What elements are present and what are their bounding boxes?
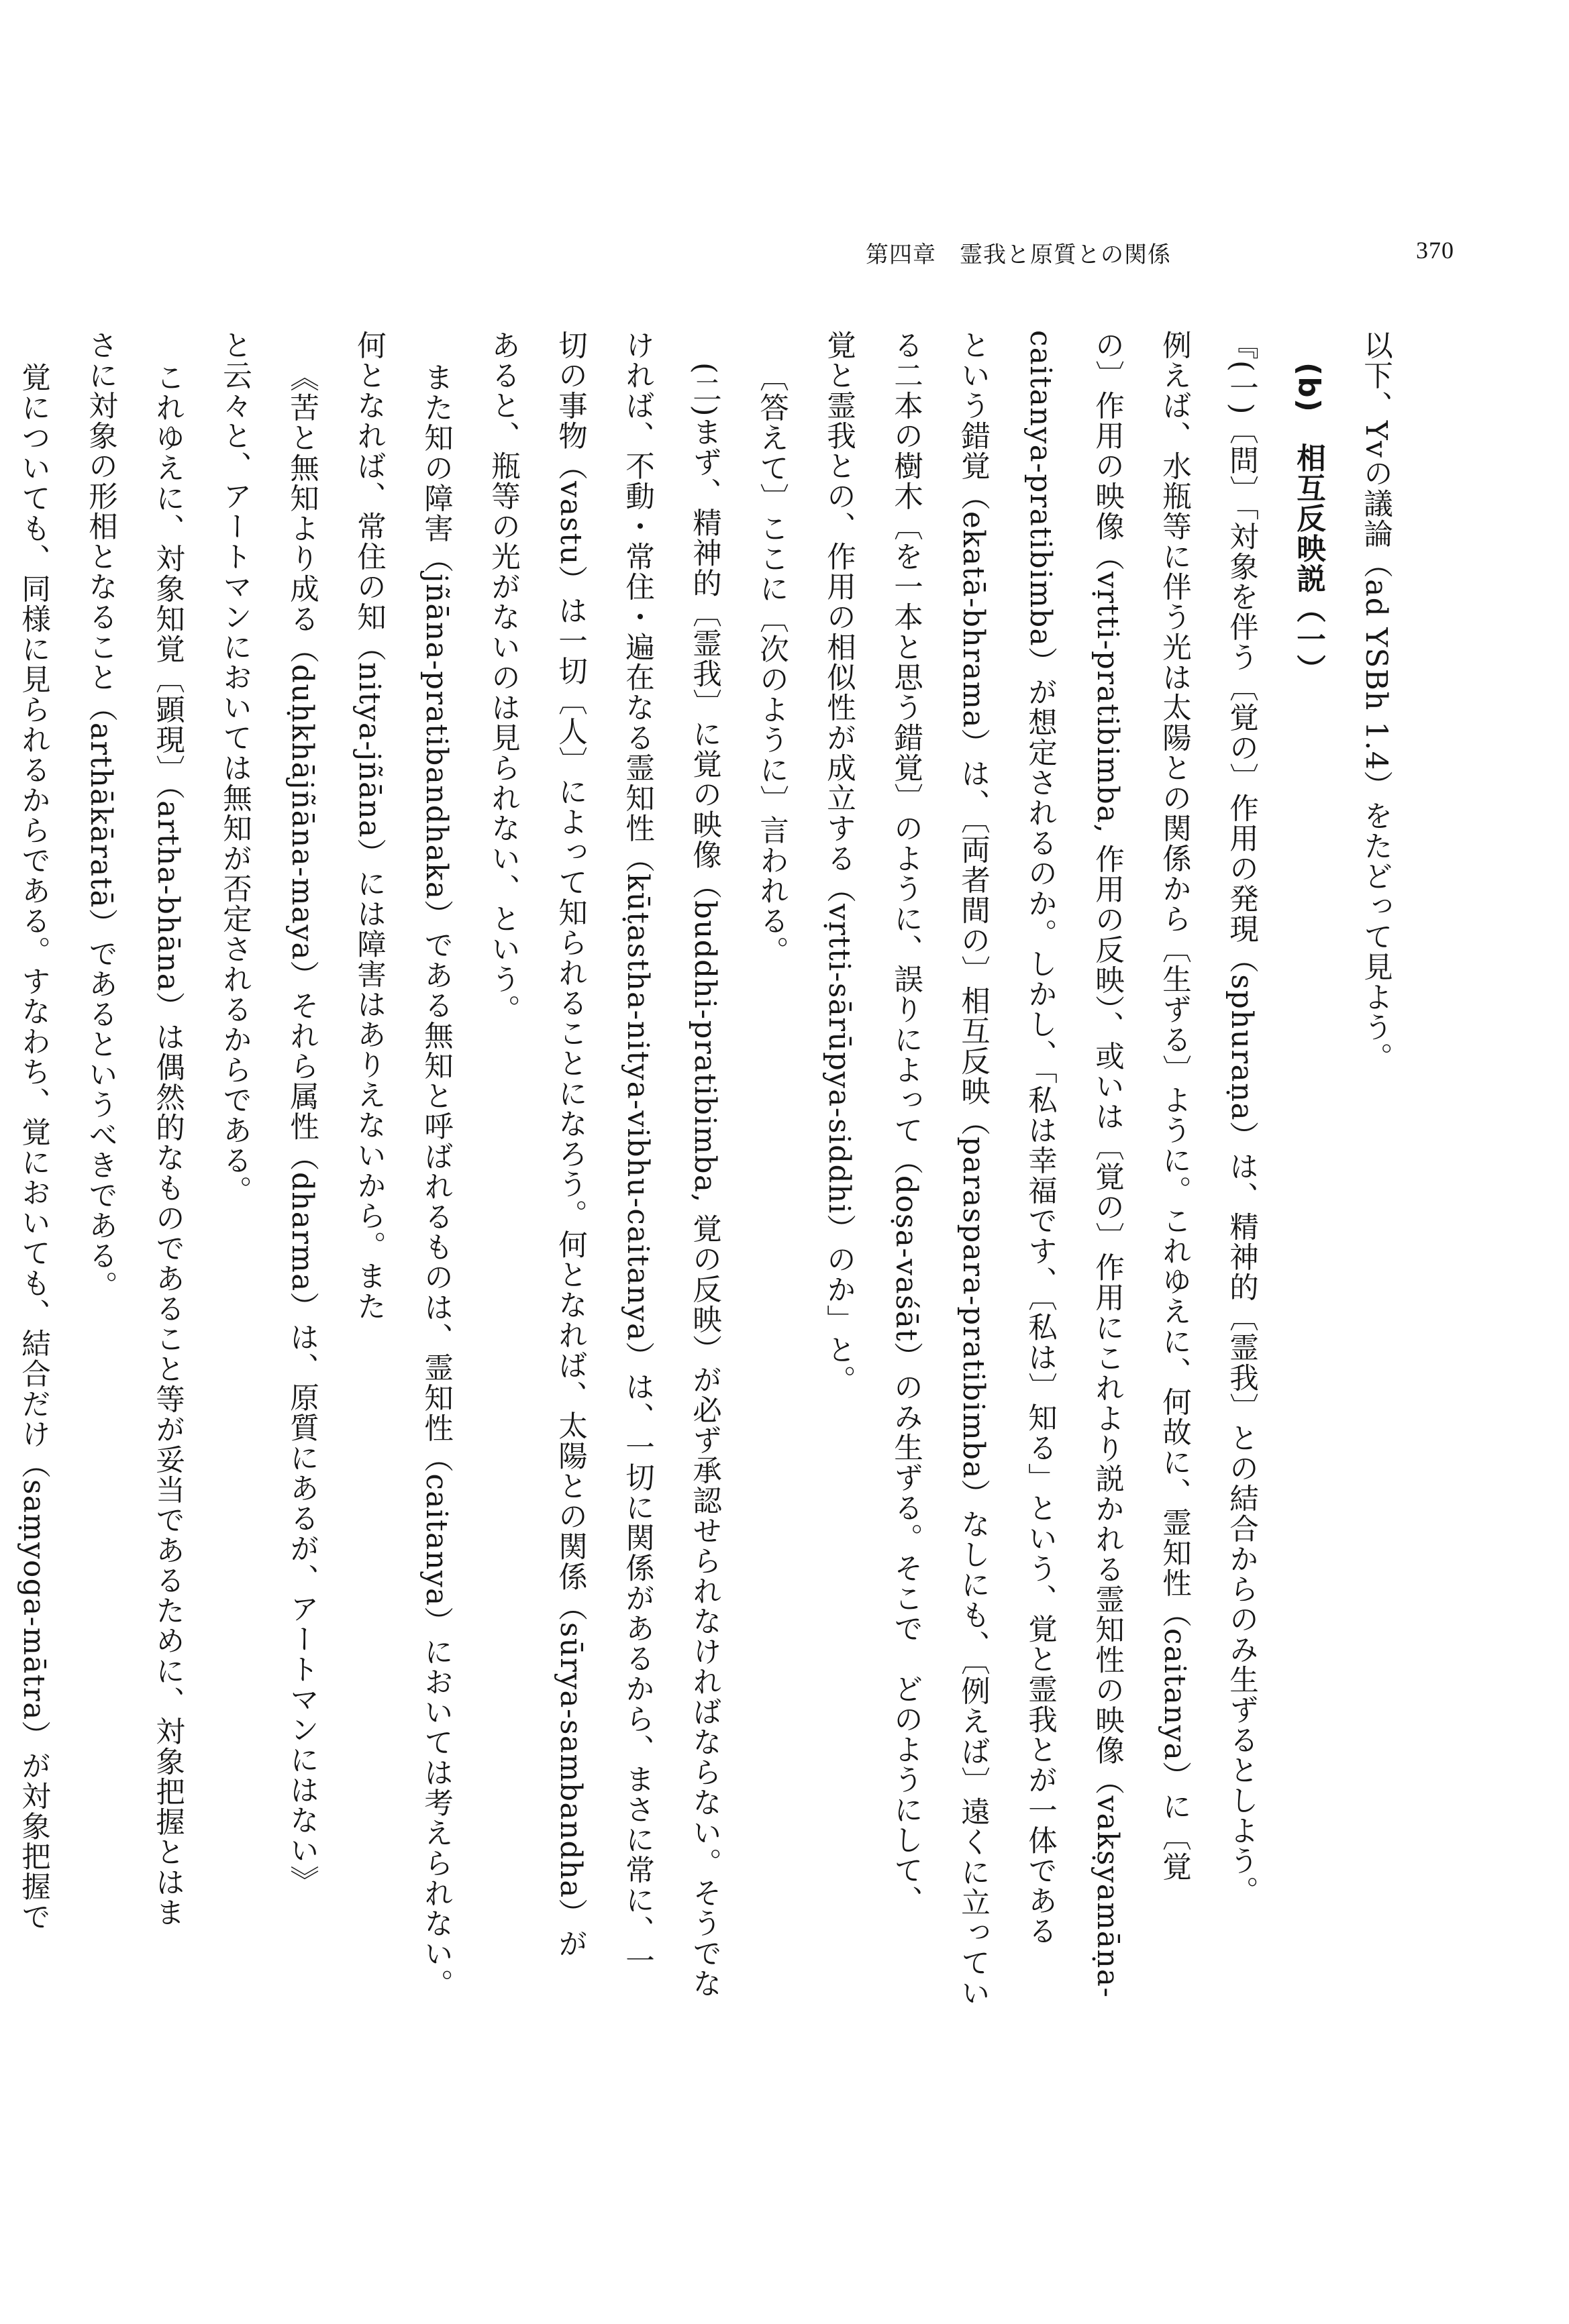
- text-line-21: 覚についても、同様に見られるからである。すなわち、覚においても、結合だけ（saṃyoga-mātra）が対象把握で: [17, 362, 50, 1932]
- text-line-8: る二本の樹木〔を一本と思う錯覚〕のように、誤りによって（doṣa-vaśāt）のみ生ずる。そこで どのようにして、: [889, 330, 923, 1916]
- text-line-4: 例えば、水瓶等に伴う光は太陽との関係から〔生ずる〕ように。これゆえに、何故に、霊知性（caitanya）に〔覚: [1158, 330, 1191, 1883]
- text-line-9: 覚と霊我との、作用の相似性が成立する（vṛtti-sārūpya-siddhi）のか」と。: [822, 330, 856, 1395]
- text-line-15: また知の障害（jñāna-pratibandhaka）である無知と呼ばれるものは、霊知性（caitanya）においては考えられない。: [419, 362, 453, 1999]
- text-line-18: と云々と、アートマンにおいては無知が否定されるからである。: [218, 330, 252, 1206]
- text-line-6: caitanya-pratibimba）が想定されるのか。しかし、「私は幸福です、〔私は〕知る」という、覚と霊我とが一体である: [1023, 330, 1057, 1946]
- vertical-body-text: [17, 330, 1409, 2155]
- page-number: 370: [1416, 237, 1454, 264]
- text-line-20: さに対象の形相となること（arthākāratā）であるというべきである。: [84, 330, 117, 1302]
- chapter-title: 第四章 霊我と原質との関係: [866, 242, 1171, 268]
- text-line-19: これゆえに、対象知覚〔顕現〕（artha-bhāna）は偶然的なものであること等が妥当であるために、対象把握とはま: [151, 362, 185, 1928]
- text-line-11: (二)まず、精神的〔霊我〕に覚の映像（buddhi-pratibimba, 覚の反映）が必ず承認せられなければならない。そうでな: [688, 362, 721, 1999]
- text-line-16: 何となれば、常住の知（nitya-jñāna）には障害はありえないから。また: [352, 330, 386, 1322]
- text-line-12: ければ、不動・常住・遍在なる霊知性（kūṭastha-nitya-vibhu-caitanya）は、一切に関係があるから、まさに常に、一: [621, 330, 654, 1976]
- section-heading: (b) 相互反映説（一）: [1292, 362, 1325, 685]
- text-line-17: 《苦と無知より成る（duḥkhājñāna-maya）それら属性（dharma）は、原質にあるが、アートマンにはない》: [285, 362, 319, 1896]
- running-header: [866, 236, 1470, 276]
- text-line-10: 〔答えて〕ここに〔次のように〕言われる。: [755, 362, 789, 966]
- text-line-14: あると、瓶等の光がないのは見られない、という。: [487, 330, 520, 1024]
- text-line-7: という錯覚（ekatā-bhrama）は、〔両者間の〕相互反映（paraspara-pratibimba）なしにも、〔例えば〕遠くに立ってい: [956, 330, 990, 2009]
- text-line-3: 『(一)〔問〕「対象を伴う〔覚の〕作用の発現（sphuraṇa）は、精神的〔霊我〕との結合からのみ生ずるとしよう。: [1225, 330, 1258, 1907]
- text-line-13: 切の事物（vastu）は一切〔人〕によって知られることになろう。何となれば、太陽との関係（sūrya-sambandha）が: [554, 330, 587, 1959]
- text-line-1: 以下、Yvの議論（ad YSBh 1.4）をたどって見よう。: [1359, 330, 1393, 1073]
- text-line-5: の〕作用の映像（vṛtti-pratibimba, 作用の反映）、或いは〔覚の〕作用にこれより説かれる霊知性の映像（vakṣyamāṇa-: [1091, 330, 1124, 1999]
